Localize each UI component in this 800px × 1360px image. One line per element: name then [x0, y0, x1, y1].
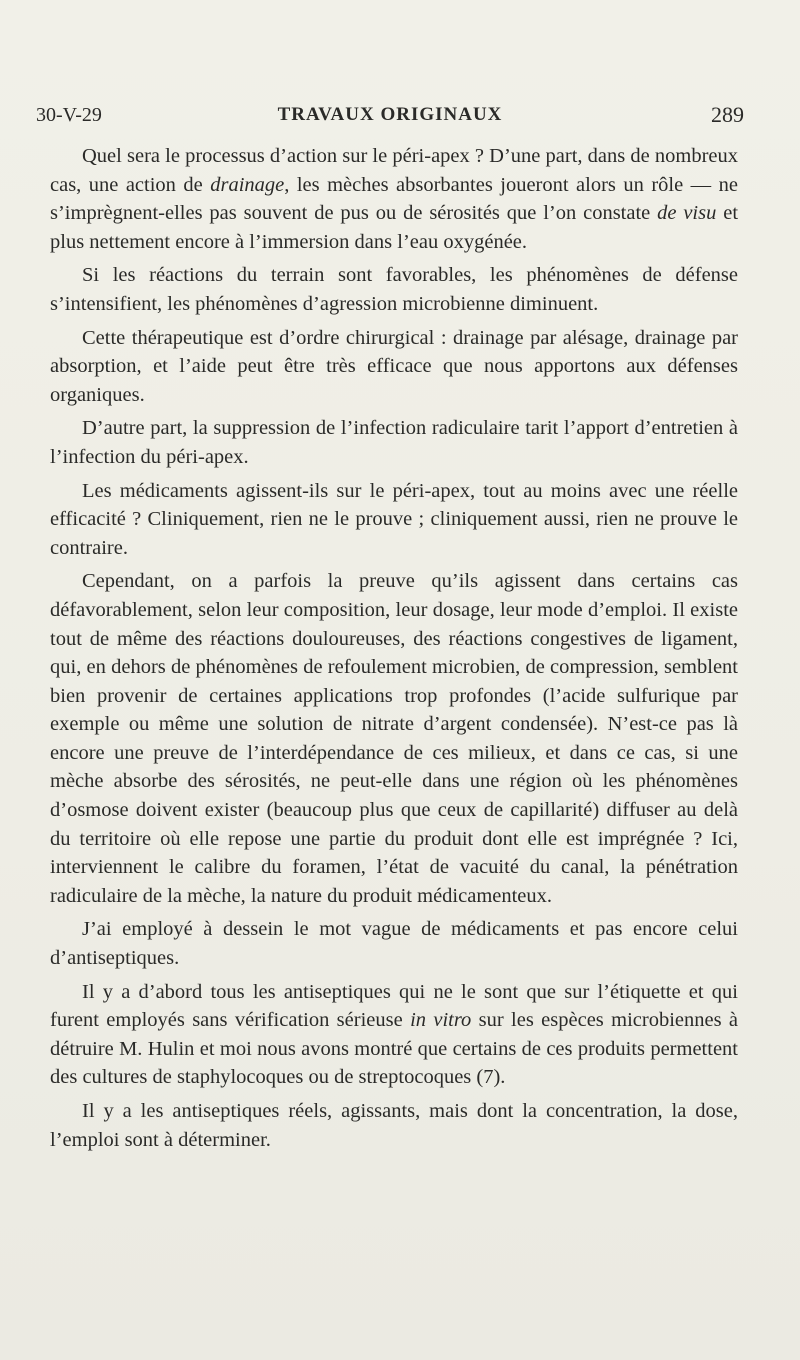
- paragraph: Quel sera le processus d’action sur le péri-apex ? D’une part, dans de nombreux cas, une action de drainage, les mèches absorbantes joueront alors un rôle — ne s’imprègnent-elles pas souvent de pus ou de sérosités que l’on constate de visu et plus nettement encore à l’immersion dans l’eau oxygénée.: [50, 145, 739, 253]
- paragraph: Les médicaments agissent-ils sur le péri-apex, tout au moins avec une réelle efficacité ? Cliniquement, rien ne le prouve ; cliniquement aussi, rien ne prouve le contraire.: [50, 479, 738, 559]
- paragraph: J’ai employé à dessein le mot vague de médicaments et pas encore celui d’antiseptiques.: [50, 918, 738, 970]
- header-date: 30-V-29: [36, 104, 102, 126]
- italic-term: in vitro: [410, 1009, 472, 1032]
- paragraph: D’autre part, la suppression de l’infection radiculaire tarit l’apport d’entretien à l’infection du péri-apex.: [50, 417, 738, 468]
- running-header: [36, 96, 744, 136]
- page-number: 289: [711, 102, 744, 127]
- italic-term: de visu: [657, 202, 717, 225]
- paragraph: Il y a d’abord tous les antiseptiques qui ne le sont que sur l’étiquette et qui furent employés sans vérification sérieuse in vitro sur les espèces microbiennes à détruire M. Hulin et moi nous avons montré que certains de ces produits permettent des cultures de staphylocoques ou de streptocoques (7).: [50, 980, 739, 1089]
- header-section-title: TRAVAUX ORIGINAUX: [277, 104, 503, 125]
- paragraph: Cette thérapeutique est d’ordre chirurgical : drainage par alésage, drainage par absorption, et l’aide peut être très efficace que nous apportons aux défenses organiques.: [50, 326, 738, 406]
- italic-term: drainage: [210, 173, 285, 196]
- paragraph: Si les réactions du terrain sont favorables, les phénomènes de défense s’intensifient, les phénomènes d’agression microbienne diminuent.: [50, 264, 738, 315]
- body-text: [50, 142, 738, 1159]
- paragraph: Il y a les antiseptiques réels, agissants, mais dont la concentration, la dose, l’emploi sont à déterminer.: [50, 1100, 738, 1151]
- paragraph: Cependant, on a parfois la preuve qu’ils agissent dans certains cas défavorablement, selon leur composition, leur dosage, leur mode d’emploi. Il existe tout de même des réactions douloureuses, des réactions congestives de ligament, qui, en dehors de phénomènes de refoulement microbien, de compression, semblent bien provenir de certaines applications trop profondes (l’acide sulfurique par exemple ou même une solution de nitrate d’argent condensée). N’est-ce pas là encore une preuve de l’interdépendance de ces milieux, et dans ce cas, si une mèche absorbe des sérosités, ne peut-elle dans une région où les phénomènes d’osmose doivent exister (beaucoup plus que ceux de capillarité) diffuser au delà du territoire où elle repose une partie du produit dont elle est imprégnée ? Ici, interviennent le calibre du foramen, l’état de vacuité du canal, la pénétration radiculaire de la mèche, la nature du produit médicamenteux.: [50, 570, 738, 907]
